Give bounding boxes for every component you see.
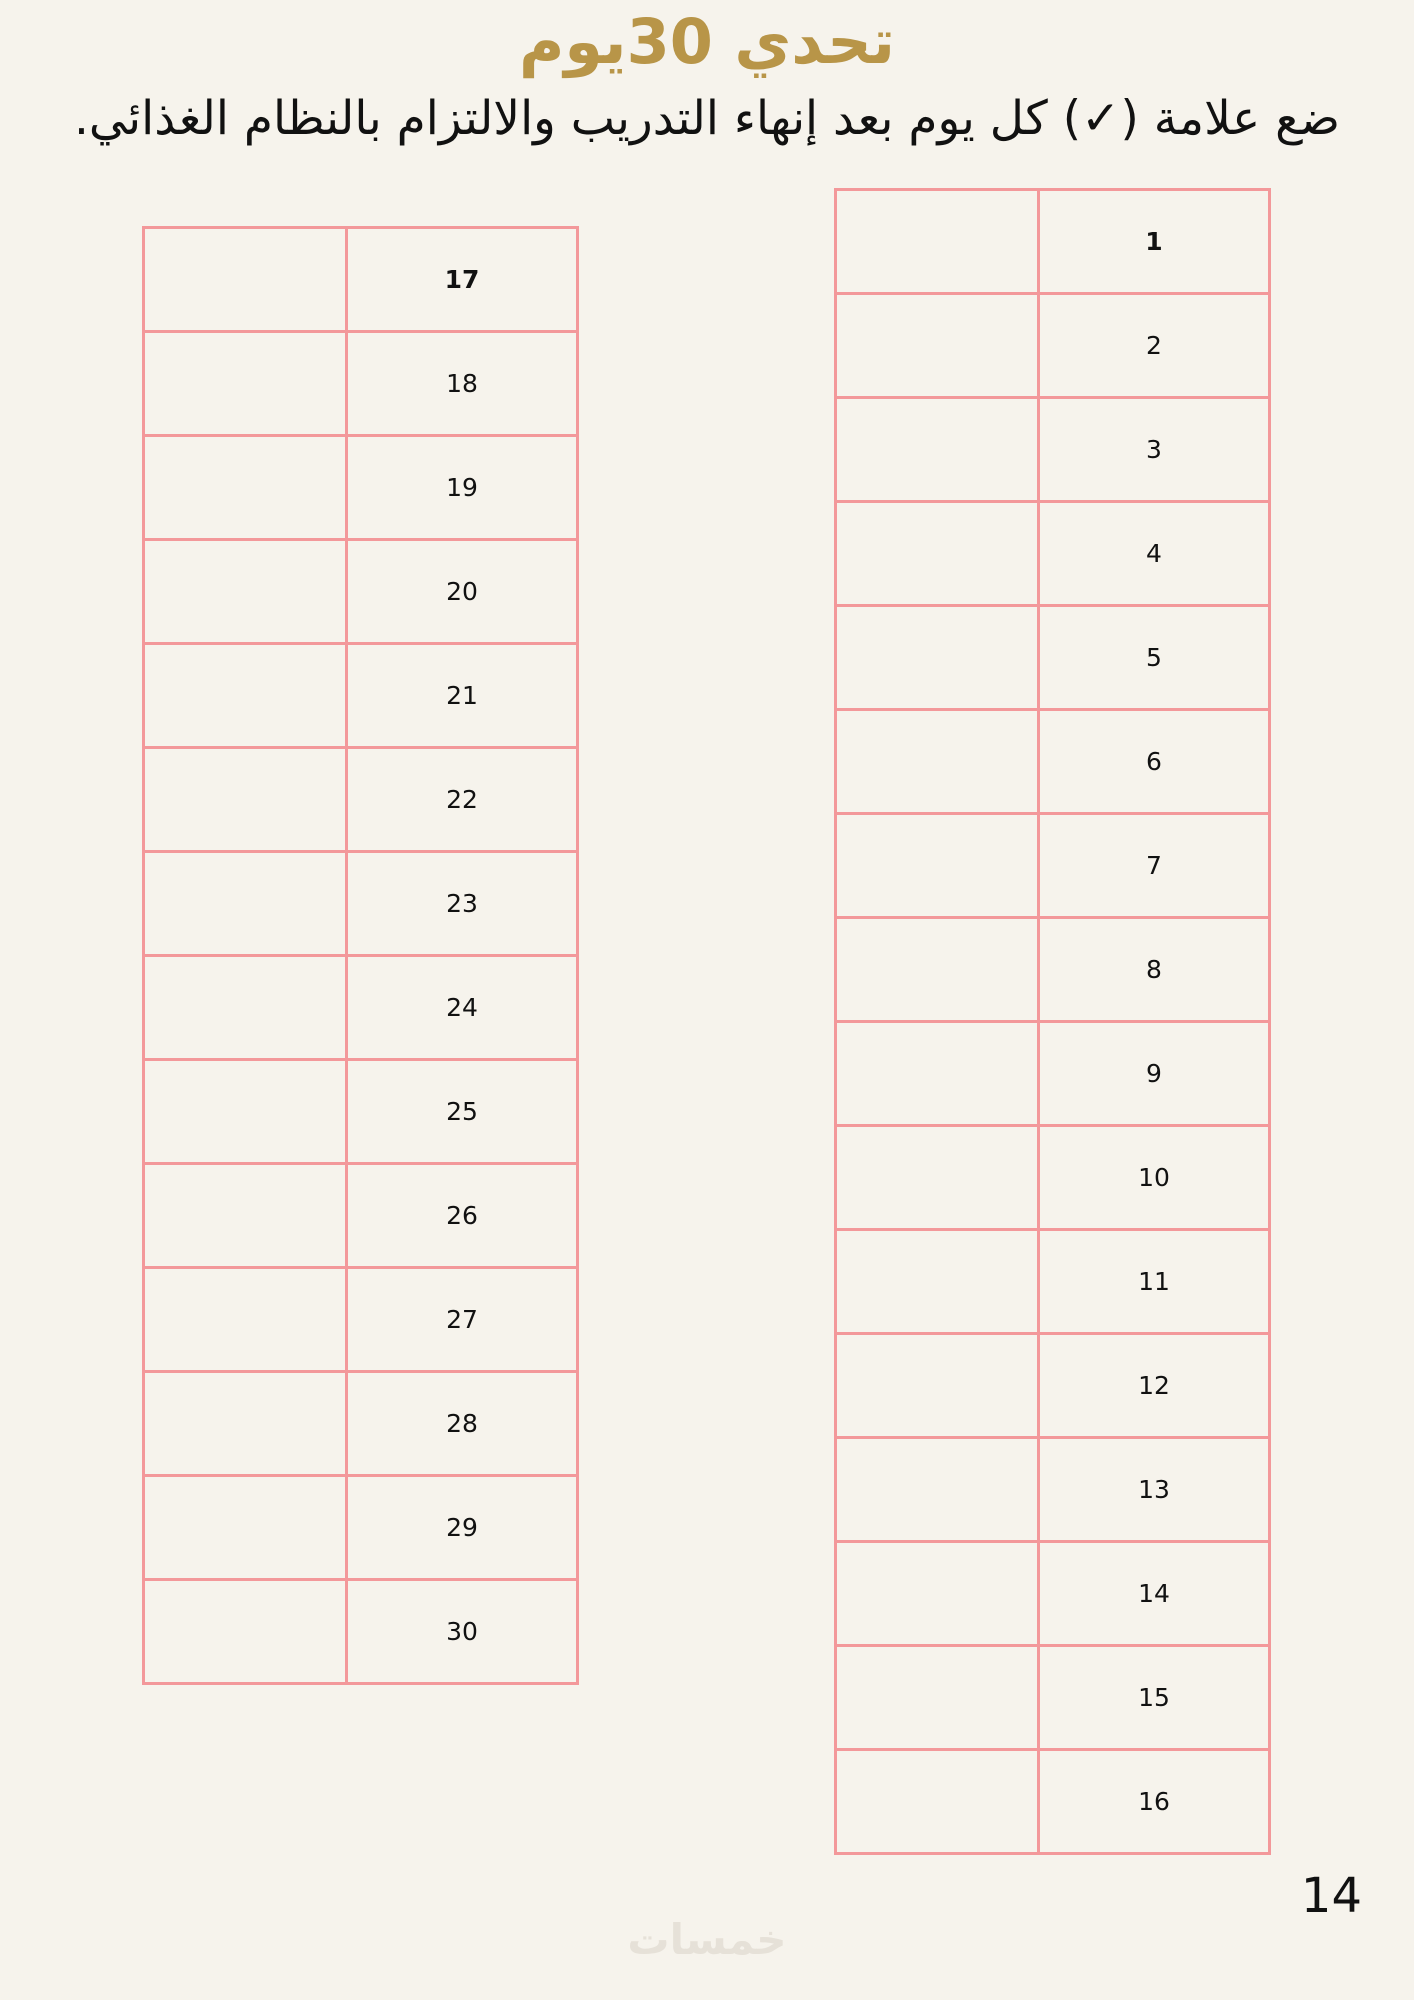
day-number: 3: [1039, 398, 1270, 502]
day-row: [144, 644, 578, 748]
checkbox-cell[interactable]: [144, 540, 347, 644]
day-row: [836, 710, 1270, 814]
checkbox-cell[interactable]: [836, 1438, 1039, 1542]
checkbox-cell[interactable]: [836, 1646, 1039, 1750]
day-number: 12: [1039, 1334, 1270, 1438]
day-number: 10: [1039, 1126, 1270, 1230]
day-row: [836, 1230, 1270, 1334]
checkbox-cell[interactable]: [836, 502, 1039, 606]
day-number: 11: [1039, 1230, 1270, 1334]
checkbox-cell[interactable]: [836, 1230, 1039, 1334]
checkbox-cell[interactable]: [836, 190, 1039, 294]
day-row: [836, 1542, 1270, 1646]
day-row: [836, 814, 1270, 918]
day-row: [836, 294, 1270, 398]
page-title: تحدي 30يوم: [518, 5, 896, 78]
checkbox-cell[interactable]: [836, 814, 1039, 918]
checkbox-cell[interactable]: [144, 1476, 347, 1580]
checkbox-cell[interactable]: [144, 1268, 347, 1372]
day-number: 28: [347, 1372, 578, 1476]
day-number: 25: [347, 1060, 578, 1164]
day-row: [836, 918, 1270, 1022]
day-row: [836, 1022, 1270, 1126]
day-row: [144, 228, 578, 332]
watermark-logo: خمسات: [627, 1915, 787, 1964]
checkbox-cell[interactable]: [144, 748, 347, 852]
day-number: 15: [1039, 1646, 1270, 1750]
day-row: [836, 1750, 1270, 1854]
day-number: 1: [1039, 190, 1270, 294]
day-number: 13: [1039, 1438, 1270, 1542]
instruction-text-end: ) كل يوم بعد إنهاء التدريب والالتزام بالنظام الغذائي.: [73, 91, 1082, 146]
day-number: 30: [347, 1580, 578, 1684]
day-row: [144, 1268, 578, 1372]
day-number: 23: [347, 852, 578, 956]
day-number: 20: [347, 540, 578, 644]
checkbox-cell[interactable]: [144, 852, 347, 956]
checkbox-cell[interactable]: [836, 1334, 1039, 1438]
days-table-left: [142, 226, 579, 1685]
page-number: 14: [1300, 1868, 1362, 1924]
day-row: [144, 748, 578, 852]
day-number: 17: [347, 228, 578, 332]
day-number: 19: [347, 436, 578, 540]
day-row: [836, 398, 1270, 502]
day-number: 4: [1039, 502, 1270, 606]
day-number: 26: [347, 1164, 578, 1268]
day-row: [836, 1646, 1270, 1750]
day-number: 8: [1039, 918, 1270, 1022]
day-row: [836, 190, 1270, 294]
day-number: 7: [1039, 814, 1270, 918]
day-number: 2: [1039, 294, 1270, 398]
day-number: 9: [1039, 1022, 1270, 1126]
instruction-text: [40, 82, 1374, 156]
checkbox-cell[interactable]: [144, 228, 347, 332]
day-row: [144, 1060, 578, 1164]
checkbox-cell[interactable]: [836, 1542, 1039, 1646]
checkbox-cell[interactable]: [144, 332, 347, 436]
day-number: 14: [1039, 1542, 1270, 1646]
day-number: 18: [347, 332, 578, 436]
day-row: [144, 436, 578, 540]
checkmark-icon: ✓: [1081, 91, 1121, 146]
checkbox-cell[interactable]: [144, 1372, 347, 1476]
day-number: 5: [1039, 606, 1270, 710]
day-row: [836, 1438, 1270, 1542]
checkbox-cell[interactable]: [144, 644, 347, 748]
checkbox-cell[interactable]: [836, 398, 1039, 502]
checkbox-cell[interactable]: [836, 710, 1039, 814]
checkbox-cell[interactable]: [144, 1060, 347, 1164]
day-row: [836, 606, 1270, 710]
day-row: [144, 852, 578, 956]
day-number: 29: [347, 1476, 578, 1580]
day-row: [144, 1372, 578, 1476]
day-number: 21: [347, 644, 578, 748]
day-row: [144, 1164, 578, 1268]
day-number: 22: [347, 748, 578, 852]
checkbox-cell[interactable]: [836, 294, 1039, 398]
days-table-left-body: [144, 228, 578, 1684]
day-row: [836, 1334, 1270, 1438]
checkbox-cell[interactable]: [836, 606, 1039, 710]
day-number: 24: [347, 956, 578, 1060]
day-number: 27: [347, 1268, 578, 1372]
day-row: [144, 1580, 578, 1684]
checkbox-cell[interactable]: [836, 1750, 1039, 1854]
checkbox-cell[interactable]: [144, 1164, 347, 1268]
checkbox-cell[interactable]: [836, 1022, 1039, 1126]
day-number: 16: [1039, 1750, 1270, 1854]
instruction-text-start: ضع علامة (: [1120, 91, 1341, 146]
days-table-right: [834, 188, 1271, 1855]
day-row: [836, 502, 1270, 606]
checkbox-cell[interactable]: [836, 918, 1039, 1022]
checkbox-cell[interactable]: [144, 436, 347, 540]
checkbox-cell[interactable]: [144, 956, 347, 1060]
checkbox-cell[interactable]: [836, 1126, 1039, 1230]
checkbox-cell[interactable]: [144, 1580, 347, 1684]
day-row: [836, 1126, 1270, 1230]
day-row: [144, 332, 578, 436]
day-row: [144, 956, 578, 1060]
day-number: 6: [1039, 710, 1270, 814]
day-row: [144, 540, 578, 644]
days-table-right-body: [836, 190, 1270, 1854]
day-row: [144, 1476, 578, 1580]
